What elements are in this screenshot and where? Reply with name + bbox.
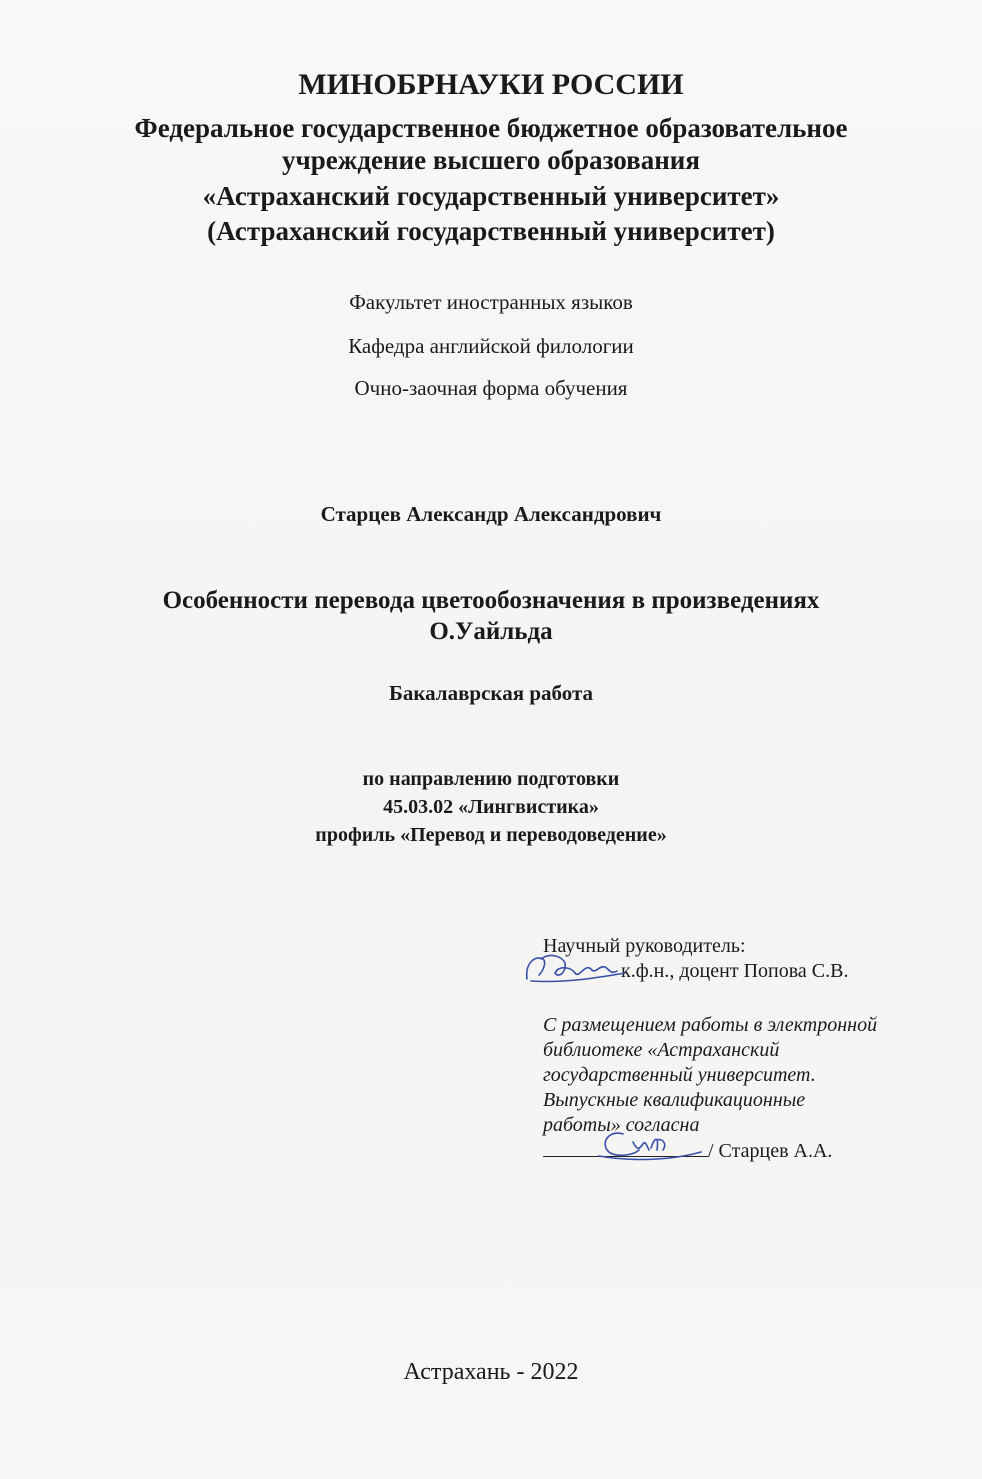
- institution-line-2: учреждение высшего образования: [282, 145, 700, 175]
- student-name: / Старцев А.А.: [708, 1140, 833, 1162]
- thesis-title-line-2: О.Уайльда: [429, 618, 553, 645]
- city-year: Астрахань - 2022: [403, 1359, 579, 1385]
- supervisor-name: к.ф.н., доцент Попова С.В.: [621, 960, 849, 982]
- supervisor-label: Научный руководитель:: [543, 935, 746, 957]
- institution-line-1: Федеральное государственное бюджетное образовательное: [134, 113, 848, 143]
- direction-line-1: по направлению подготовки: [362, 768, 620, 790]
- work-type: Бакалаврская работа: [388, 681, 594, 705]
- consent-line-5: работы» согласна: [543, 1114, 700, 1136]
- thesis-title-line-1: Особенности перевода цветообозначения в произведениях: [162, 587, 820, 614]
- consent-line-1: С размещением работы в электронной: [543, 1014, 878, 1036]
- department-name: Кафедра английской филологии: [348, 334, 634, 358]
- consent-line-2: библиотеке «Астраханский: [543, 1039, 780, 1061]
- study-form: Очно-заочная форма обучения: [354, 376, 628, 400]
- author-name: Старцев Александр Александрович: [320, 502, 662, 526]
- supervisor-signature: [521, 949, 631, 989]
- direction-line-3: профиль «Перевод и переводоведение»: [315, 824, 667, 846]
- university-short-name: (Астраханский государственный университет): [207, 216, 775, 246]
- consent-line-4: Выпускные квалификационные: [543, 1089, 806, 1111]
- consent-line-3: государственный университет.: [543, 1064, 816, 1086]
- university-name: «Астраханский государственный университет»: [202, 181, 780, 211]
- ministry-title: МИНОБРНАУКИ РОССИИ: [298, 68, 684, 101]
- faculty-name: Факультет иностранных языков: [349, 290, 633, 314]
- student-signature: [593, 1120, 703, 1165]
- direction-line-2: 45.03.02 «Лингвистика»: [383, 796, 599, 818]
